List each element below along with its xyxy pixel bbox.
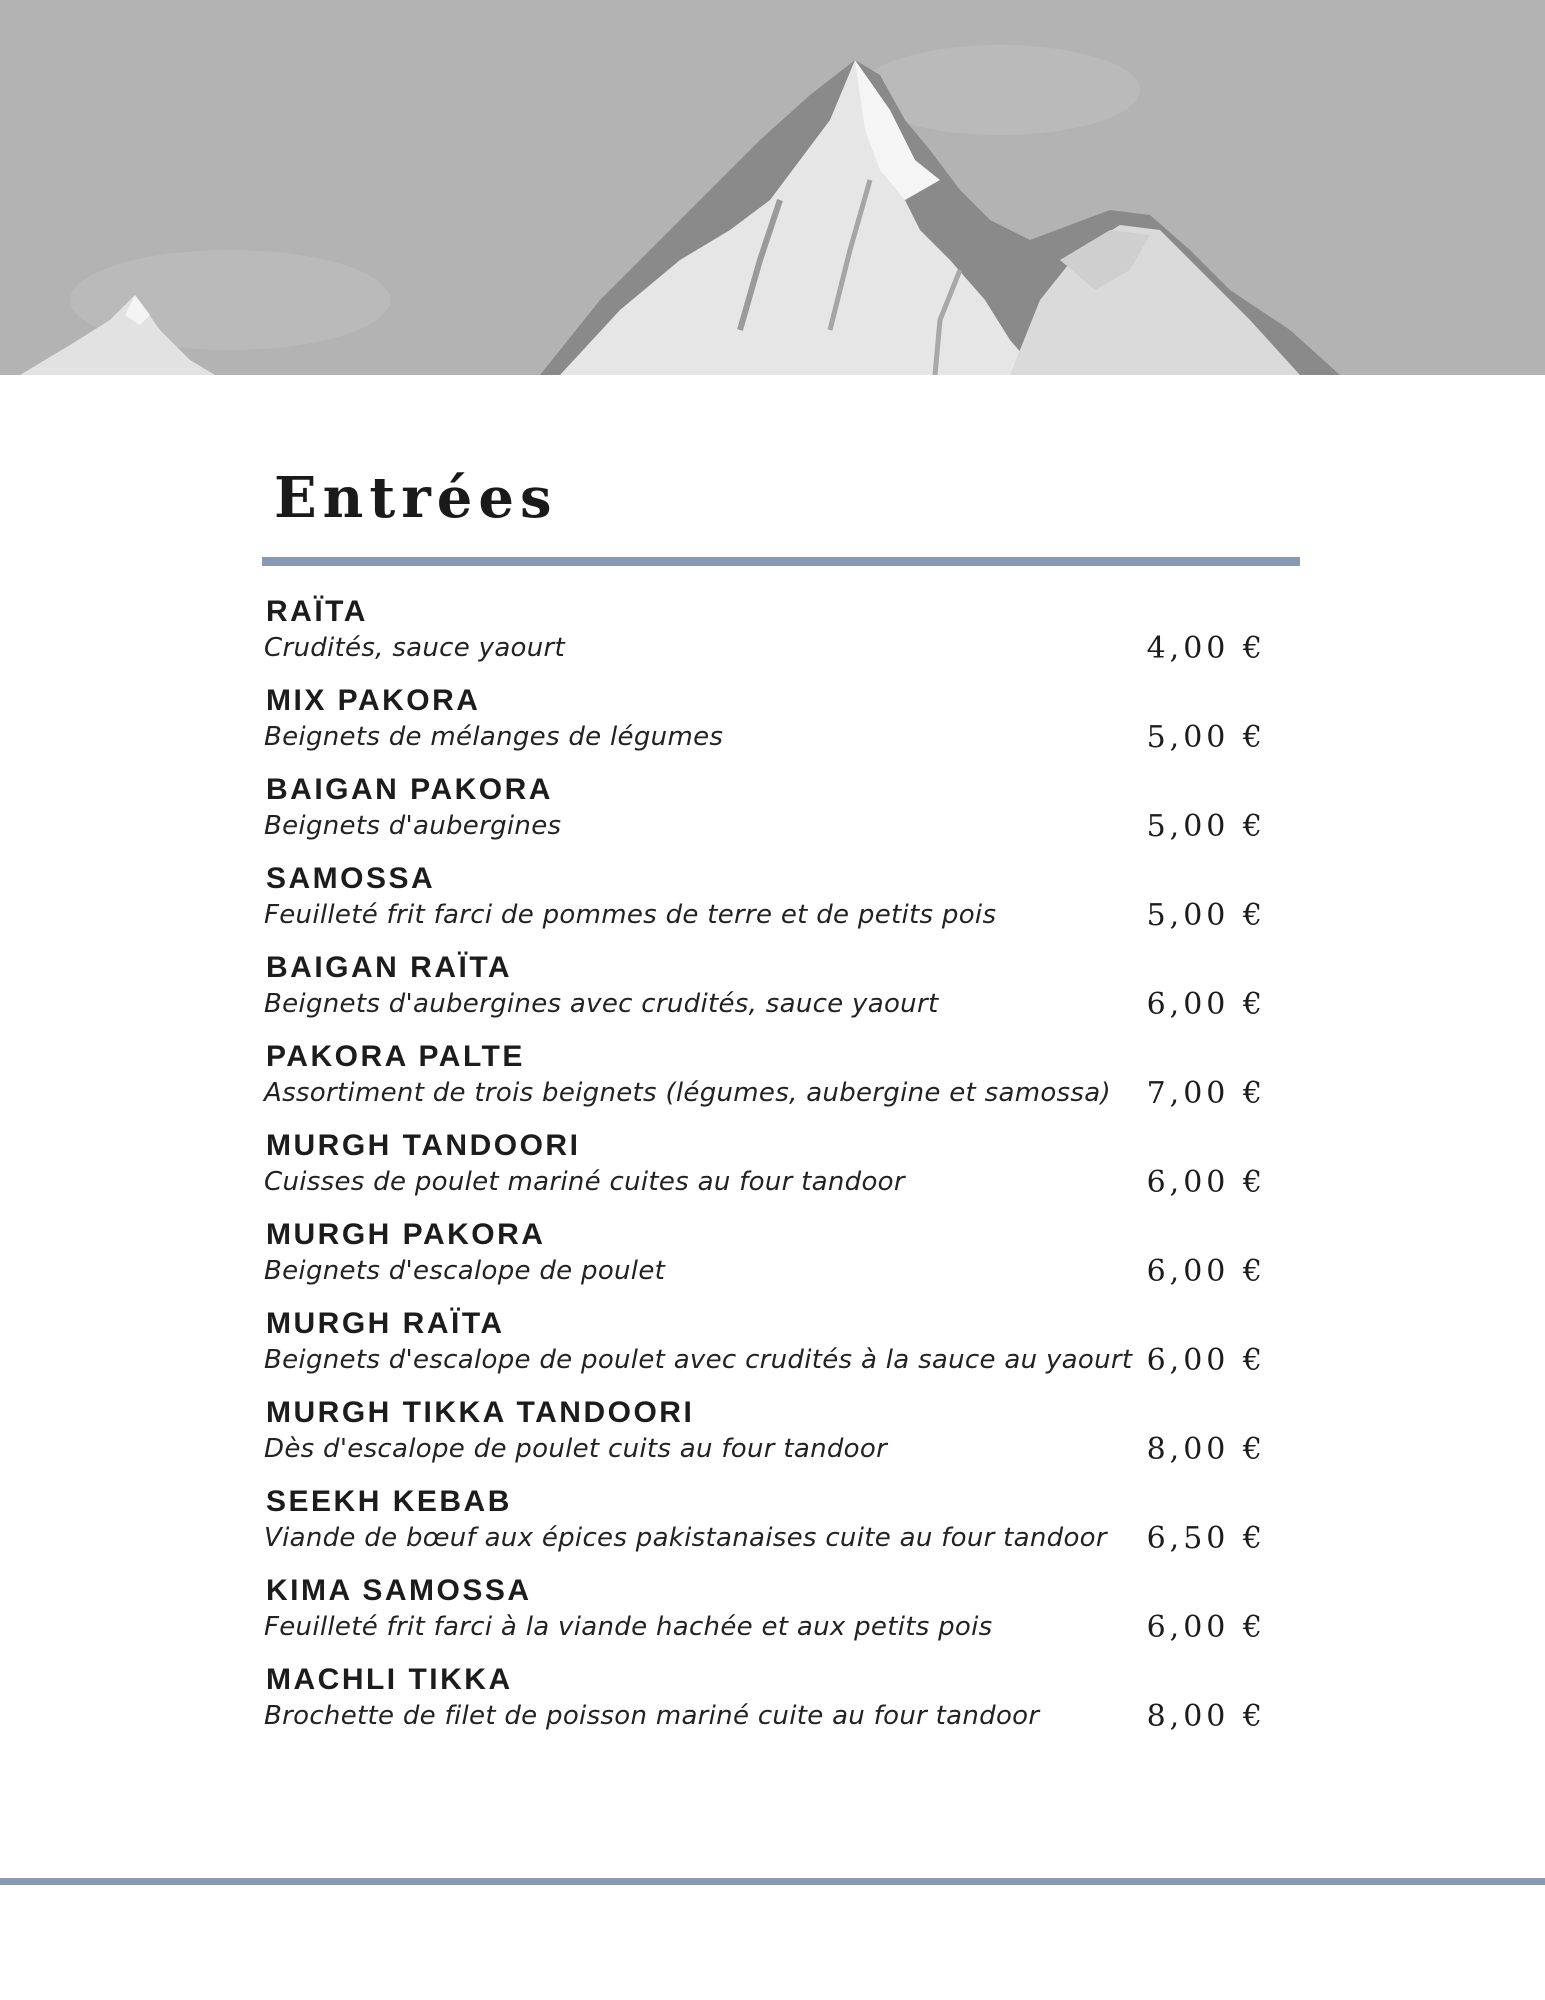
item-price: 6,00 €: [1146, 1254, 1266, 1289]
item-price: 8,00 €: [1146, 1432, 1266, 1467]
item-description: Beignets de mélanges de légumes: [264, 722, 724, 752]
section-title: Entrées: [274, 465, 558, 531]
item-description: Beignets d'aubergines avec crudités, sauce yaourt: [264, 989, 939, 1019]
item-price: 5,00 €: [1146, 720, 1266, 755]
item-description: Brochette de filet de poisson mariné cuite au four tandoor: [264, 1701, 1040, 1731]
item-price: 4,00 €: [1146, 631, 1266, 666]
item-price: 6,00 €: [1146, 1610, 1266, 1645]
menu-item: [262, 1663, 1312, 1752]
menu-item: [262, 1485, 1312, 1574]
title-divider: [262, 557, 1300, 566]
item-name: PAKORA PALTE: [266, 1040, 525, 1073]
menu-item: [262, 1218, 1312, 1307]
item-name: MURGH TIKKA TANDOORI: [266, 1396, 695, 1429]
menu-item: [262, 1129, 1312, 1218]
item-description: Viande de bœuf aux épices pakistanaises cuite au four tandoor: [264, 1523, 1107, 1553]
item-price: 7,00 €: [1146, 1076, 1266, 1111]
item-name: MIX PAKORA: [266, 684, 481, 717]
footer-divider: [0, 1878, 1545, 1885]
item-description: Assortiment de trois beignets (légumes, aubergine et samossa): [264, 1078, 1111, 1108]
item-price: 6,00 €: [1146, 1165, 1266, 1200]
header-mountain-image: [0, 0, 1545, 375]
menu-item: [262, 595, 1312, 684]
item-name: MURGH PAKORA: [266, 1218, 546, 1251]
item-description: Dès d'escalope de poulet cuits au four tandoor: [264, 1434, 888, 1464]
item-description: Beignets d'escalope de poulet: [264, 1256, 666, 1286]
menu-item: [262, 773, 1312, 862]
item-name: MURGH RAÏTA: [266, 1307, 505, 1340]
item-description: Beignets d'escalope de poulet avec crudités à la sauce au yaourt: [264, 1345, 1133, 1375]
menu-item: [262, 862, 1312, 951]
item-description: Beignets d'aubergines: [264, 811, 562, 841]
item-name: BAIGAN PAKORA: [266, 773, 553, 806]
item-name: MURGH TANDOORI: [266, 1129, 581, 1162]
item-name: SAMOSSA: [266, 862, 436, 895]
item-name: RAÏTA: [266, 595, 368, 628]
mountain-peak-icon: [0, 0, 1545, 375]
item-price: 6,00 €: [1146, 1343, 1266, 1378]
menu-item: [262, 1574, 1312, 1663]
menu-item: [262, 1396, 1312, 1485]
item-price: 8,00 €: [1146, 1699, 1266, 1734]
menu-item: [262, 1307, 1312, 1396]
item-description: Feuilleté frit farci à la viande hachée et aux petits pois: [264, 1612, 993, 1642]
item-price: 5,00 €: [1146, 809, 1266, 844]
item-name: BAIGAN RAÏTA: [266, 951, 513, 984]
item-price: 6,00 €: [1146, 987, 1266, 1022]
menu-list: [262, 595, 1312, 1752]
menu-item: [262, 1040, 1312, 1129]
item-name: MACHLI TIKKA: [266, 1663, 513, 1696]
item-description: Cuisses de poulet mariné cuites au four tandoor: [264, 1167, 905, 1197]
item-price: 6,50 €: [1146, 1521, 1266, 1556]
item-description: Crudités, sauce yaourt: [264, 633, 566, 663]
item-description: Feuilleté frit farci de pommes de terre et de petits pois: [264, 900, 997, 930]
menu-item: [262, 951, 1312, 1040]
item-name: SEEKH KEBAB: [266, 1485, 512, 1518]
item-name: KIMA SAMOSSA: [266, 1574, 532, 1607]
menu-item: [262, 684, 1312, 773]
item-price: 5,00 €: [1146, 898, 1266, 933]
